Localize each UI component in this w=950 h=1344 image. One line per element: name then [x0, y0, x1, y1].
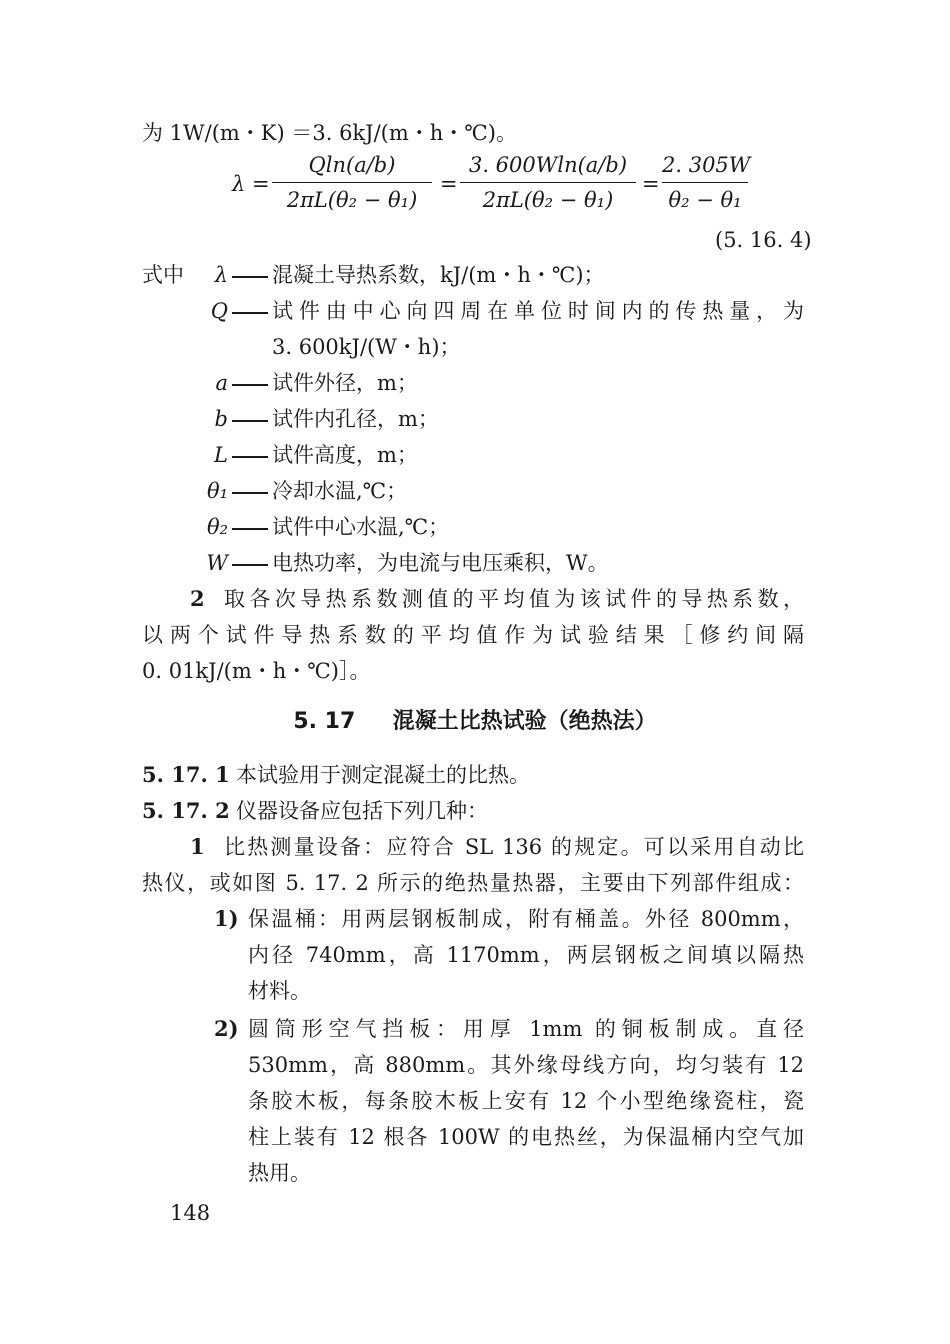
- sub2-line3: 条胶木板，每条胶木板上安有 12 个小型绝缘瓷柱，瓷: [248, 1089, 804, 1113]
- def-text-theta2: 试件中心水温,℃；: [272, 515, 450, 539]
- clause-5-17-2-number: 5. 17. 2: [142, 798, 230, 823]
- def-symbol-b: b: [214, 407, 228, 431]
- fraction-2-numerator: 3. 600Wln(a/b): [468, 153, 628, 177]
- formula-fraction-1: [272, 150, 432, 215]
- fraction-3-denominator: θ₂ − θ₁: [668, 188, 742, 212]
- formula-eq-2: =: [440, 172, 458, 196]
- clause-5-17-1-number: 5. 17. 1: [142, 762, 230, 787]
- para2-line1: 取各次导热系数测值的平均值为该试件的导热系数，: [224, 587, 804, 611]
- sub1-line3: 材料。: [248, 979, 311, 1003]
- formula-eq-3: =: [642, 172, 660, 196]
- item1-line1: 比热测量设备：应符合 SL 136 的规定。可以采用自动比: [224, 835, 804, 859]
- item1-number: 1: [190, 834, 205, 859]
- def-symbol-w: W: [206, 551, 228, 575]
- sub2-line5: 热用。: [248, 1161, 311, 1185]
- sub2-line4: 柱上装有 12 根各 100W 的电热丝，为保温桶内空气加: [248, 1125, 804, 1149]
- def-symbol-lambda: λ: [214, 263, 228, 287]
- formula-fraction-2: [460, 150, 636, 215]
- fraction-1-denominator: 2πL(θ₂ − θ₁): [286, 188, 418, 212]
- fraction-3-numerator: 2. 305W: [662, 153, 751, 177]
- para2-line3: 0. 01kJ/(m・h・℃)］。: [142, 659, 371, 683]
- clause-5-17-2-text: 仪器设备应包括下列几种：: [236, 799, 488, 823]
- item1-line2: 热仪，或如图 5. 17. 2 所示的绝热量热器，主要由下列部件组成：: [142, 871, 804, 895]
- sub2-line2: 530mm，高 880mm。其外缘母线方向，均匀装有 12: [248, 1053, 804, 1077]
- intro-line: 为 1W/(m・K) ＝3. 6kJ/(m・h・℃)。: [142, 121, 517, 145]
- def-symbol-theta1: θ₁: [206, 479, 228, 503]
- fraction-2-denominator: 2πL(θ₂ − θ₁): [482, 188, 614, 212]
- fraction-1-numerator: Qln(a/b): [308, 153, 396, 177]
- page-number: 148: [170, 1201, 211, 1225]
- sub1-number: 1): [214, 906, 239, 931]
- def-symbol-q: Q: [210, 299, 228, 323]
- where-lead: 式中: [142, 263, 184, 287]
- def-text-lambda: 混凝土导热系数，kJ/(m・h・℃)；: [272, 263, 605, 287]
- formula-lhs: λ: [232, 172, 246, 196]
- def-text-l: 试件高度，m；: [272, 443, 418, 467]
- heading-title: 混凝土比热试验（绝热法）: [392, 709, 657, 734]
- sub2-line1: 圆筒形空气挡板：用厚 1mm 的铜板制成。直径: [248, 1017, 804, 1041]
- formula-number: (5. 16. 4): [715, 228, 812, 252]
- para2-line2: 以两个试件导热系数的平均值作为试验结果［修约间隔: [142, 623, 804, 647]
- clause-5-17-1-text: 本试验用于测定混凝土的比热。: [236, 763, 530, 787]
- def-text-q-cont: 3. 600kJ/(W・h)；: [272, 335, 461, 359]
- def-text-w: 电热功率，为电流与电压乘积，W。: [272, 551, 609, 575]
- heading-number: 5. 17: [293, 709, 356, 734]
- def-symbol-l: L: [214, 443, 228, 467]
- sub2-number: 2): [214, 1016, 239, 1041]
- def-text-theta1: 冷却水温,℃；: [272, 479, 408, 503]
- sub1-line2: 内径 740mm，高 1170mm，两层钢板之间填以隔热: [248, 943, 804, 967]
- formula-eq-1: =: [252, 172, 270, 196]
- para2-number: 2: [190, 586, 205, 611]
- def-symbol-a: a: [215, 371, 228, 395]
- def-text-a: 试件外径，m；: [272, 371, 418, 395]
- sub1-line1: 保温桶：用两层钢板制成，附有桶盖。外径 800mm，: [248, 907, 804, 931]
- formula-fraction-3: [662, 150, 751, 215]
- def-text-q: 试件由中心向四周在单位时间内的传热量，为: [272, 299, 804, 323]
- def-symbol-theta2: θ₂: [206, 515, 228, 539]
- section-heading: [0, 706, 950, 738]
- def-text-b: 试件内孔径，m；: [272, 407, 439, 431]
